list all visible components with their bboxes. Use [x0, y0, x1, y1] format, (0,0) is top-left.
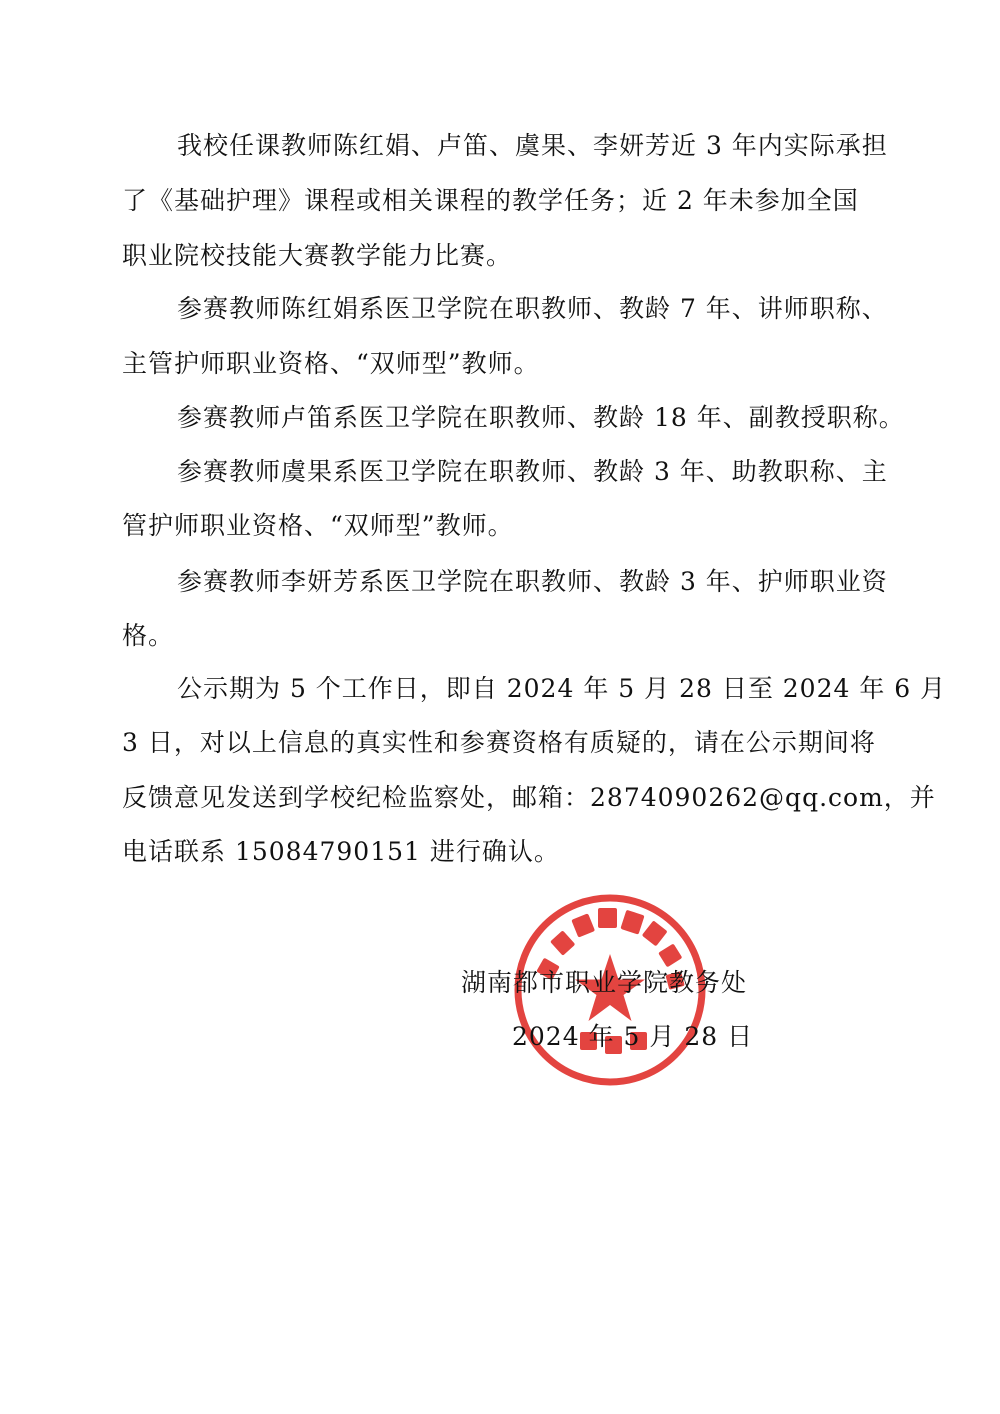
paragraph-6-line-3: 反馈意见发送到学校纪检监察处，邮箱：2874090262@qq.com，并: [122, 783, 936, 812]
issue-date: 2024 年 5 月 28 日: [512, 1022, 754, 1051]
paragraph-1-line-1: 我校任课教师陈红娟、卢笛、虞果、李妍芳近 3 年内实际承担: [177, 131, 888, 160]
paragraph-6-line-4: 电话联系 15084790151 进行确认。: [122, 837, 560, 866]
paragraph-4-line-1: 参赛教师虞果系医卫学院在职教师、教龄 3 年、助教职称、主: [177, 457, 888, 486]
paragraph-3-line-1: 参赛教师卢笛系医卫学院在职教师、教龄 18 年、副教授职称。: [177, 403, 905, 432]
paragraph-1-line-3: 职业院校技能大赛教学能力比赛。: [122, 241, 513, 270]
paragraph-2-line-1: 参赛教师陈红娟系医卫学院在职教师、教龄 7 年、讲师职称、: [177, 294, 888, 323]
paragraph-1-line-2: 了《基础护理》课程或相关课程的教学任务；近 2 年未参加全国: [122, 186, 859, 215]
issuing-organization: 湖南都市职业学院教务处: [461, 968, 748, 997]
paragraph-4-line-2: 管护师职业资格、“双师型”教师。: [122, 511, 514, 540]
paragraph-5-line-2: 格。: [122, 621, 175, 650]
paragraph-6-line-1: 公示期为 5 个工作日，即自 2024 年 5 月 28 日至 2024 年 6 月: [177, 674, 947, 703]
paragraph-5-line-1: 参赛教师李妍芳系医卫学院在职教师、教龄 3 年、护师职业资: [177, 567, 888, 596]
paragraph-2-line-2: 主管护师职业资格、“双师型”教师。: [122, 349, 540, 378]
paragraph-6-line-2: 3 日，对以上信息的真实性和参赛资格有质疑的，请在公示期间将: [122, 728, 876, 757]
